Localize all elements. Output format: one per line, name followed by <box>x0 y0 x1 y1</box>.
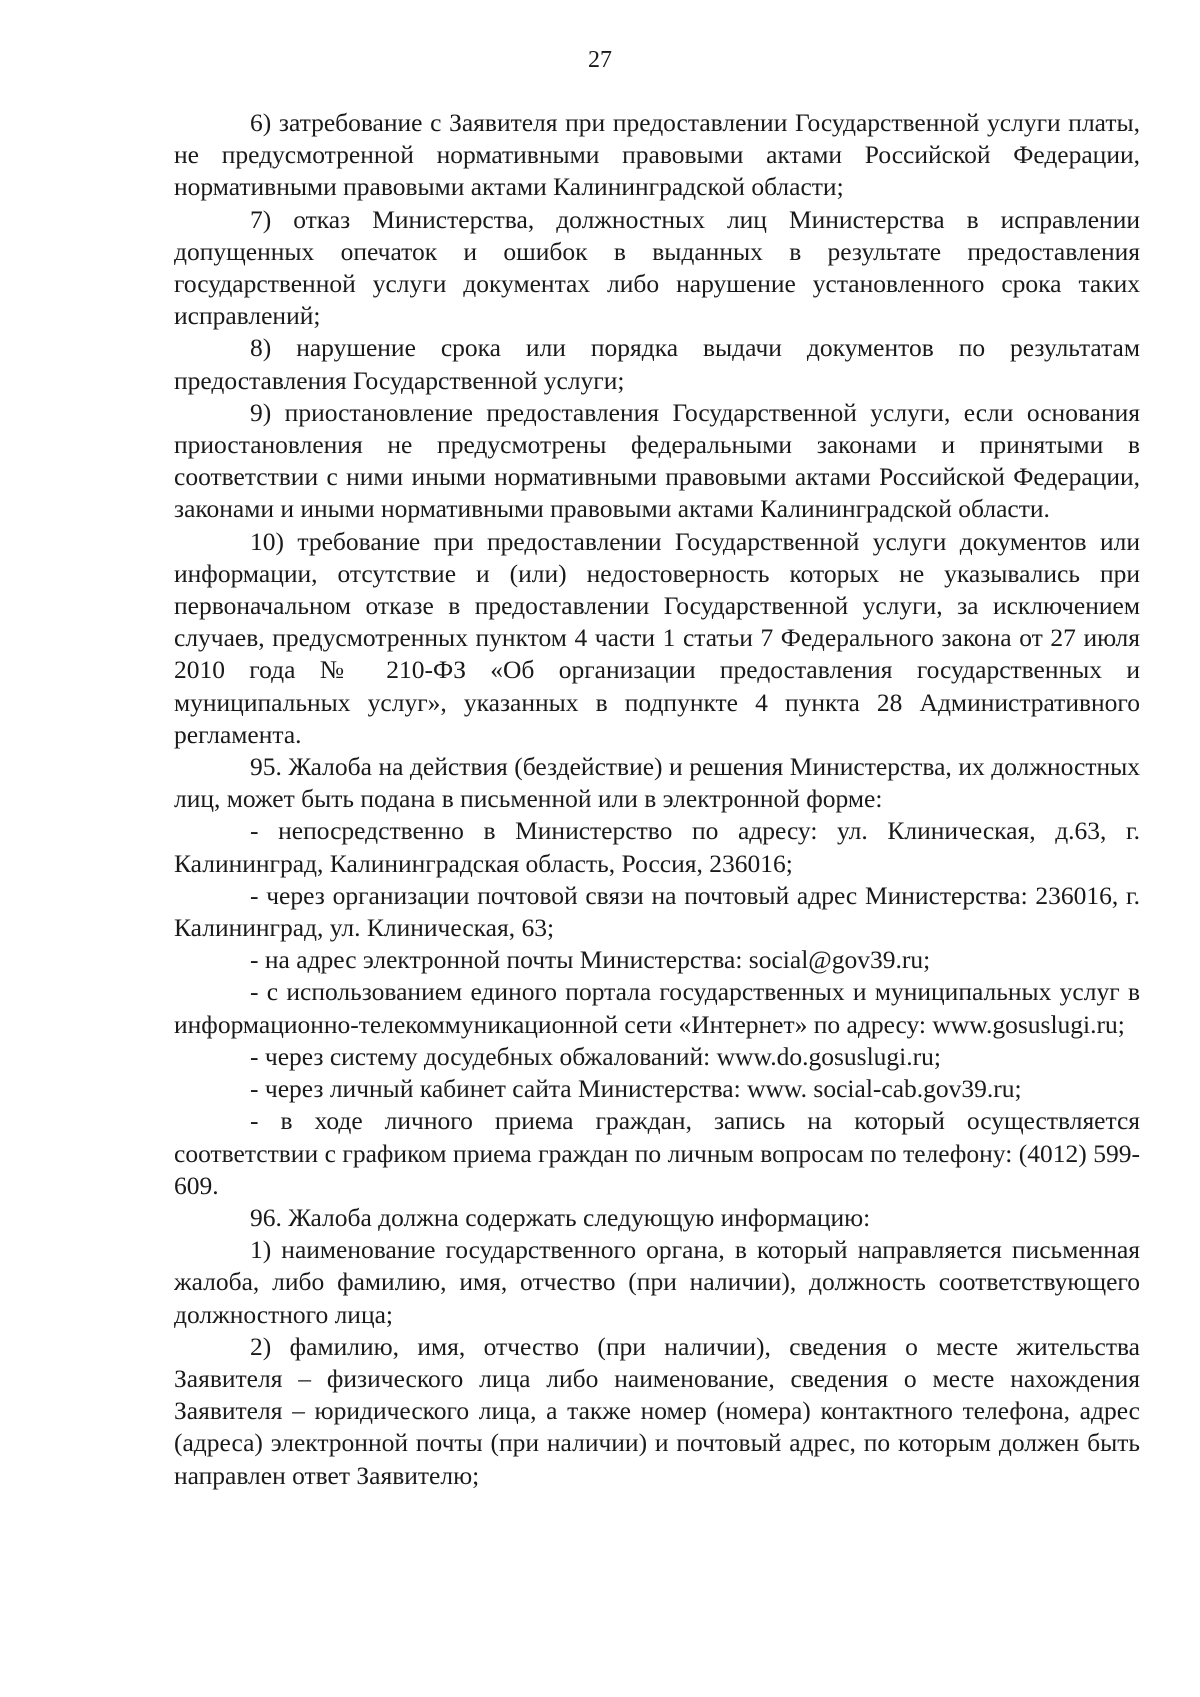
list-item-ministry-address: - непосредственно в Министерство по адресу: ул. Клиническая, д.63, г. Калининград, Калининградская область, Россия, 236016; <box>174 816 1140 878</box>
paragraph-item-10: 10) требование при предоставлении Государственной услуги документов или информации, отсутствие и (или) недостоверность которых не указывались при первоначальном отказе в предоставлении Государственной услуги, за исключением случаев, предусмотренных пунктом 4 части 1 статьи 7 Федерального закона от 27 июля 2010 года № 210-ФЗ «Об организации предоставления государственных и муниципальных услуг», указанных в подпункте 4 пункта 28 Административного регламента. <box>174 526 1140 749</box>
paragraph-item-6: 6) затребование с Заявителя при предоставлении Государственной услуги платы, не предусмотренной нормативными правовыми актами Российской Федерации, нормативными правовыми актами Калининградской области; <box>174 108 1140 202</box>
page-number: 27 <box>588 47 612 73</box>
paragraph-item-2: 2) фамилию, имя, отчество (при наличии), сведения о месте жительства Заявителя – физического лица либо наименование, сведения о месте нахождения Заявителя – юридического лица, а также номер (номера) контактного телефона, адрес (адреса) электронной почты (при наличии) и почтовый адрес, по которым должен быть направлен ответ Заявителю; <box>174 1331 1140 1490</box>
paragraph-clause-95: 95. Жалоба на действия (бездействие) и решения Министерства, их должностных лиц, может быть подана в письменной или в электронной форме: <box>174 752 1140 814</box>
list-item-email: - на адрес электронной почты Министерства: social@gov39.ru; <box>250 945 931 975</box>
paragraph-clause-96: 96. Жалоба должна содержать следующую информацию: <box>250 1202 871 1232</box>
paragraph-item-1: 1) наименование государственного органа, в который направляется письменная жалоба, либо фамилию, имя, отчество (при наличии), должность соответствующего должностного лица; <box>174 1235 1140 1329</box>
list-item-postal: - через организации почтовой связи на почтовый адрес Министерства: 236016, г. Калининград, ул. Клиническая, 63; <box>174 880 1140 943</box>
paragraph-item-9: 9) приостановление предоставления Государственной услуги, если основания приостановления не предусмотрены федеральными законами и принятыми в соответствии с ними иными нормативными правовыми актами Российской Федерации, законами и иными нормативными правовыми актами Калининградской области. <box>174 397 1140 524</box>
list-item-gosuslugi-portal: - с использованием единого портала государственных и муниципальных услуг в информационно-телекоммуникационной сети «Интернет» по адресу: www.gosuslugi.ru; <box>174 977 1140 1039</box>
list-item-personal-cabinet: - через личный кабинет сайта Министерства: www. social-cab.gov39.ru; <box>250 1074 1022 1104</box>
paragraph-item-8: 8) нарушение срока или порядка выдачи документов по результатам предоставления Государственной услуги; <box>174 333 1140 395</box>
list-item-pretrial-system: - через систему досудебных обжалований: www.do.gosuslugi.ru; <box>250 1041 941 1071</box>
paragraph-item-7: 7) отказ Министерства, должностных лиц Министерства в исправлении допущенных опечаток и ошибок в выданных в результате предоставления государственной услуги документах либо нарушение установленного срока таких исправлений; <box>174 204 1140 331</box>
document-body <box>174 107 1140 1492</box>
list-item-personal-reception: - в ходе личного приема граждан, запись на который осуществляется соответствии с графиком приема граждан по личным вопросам по телефону: (4012) 599-609. <box>174 1106 1140 1200</box>
